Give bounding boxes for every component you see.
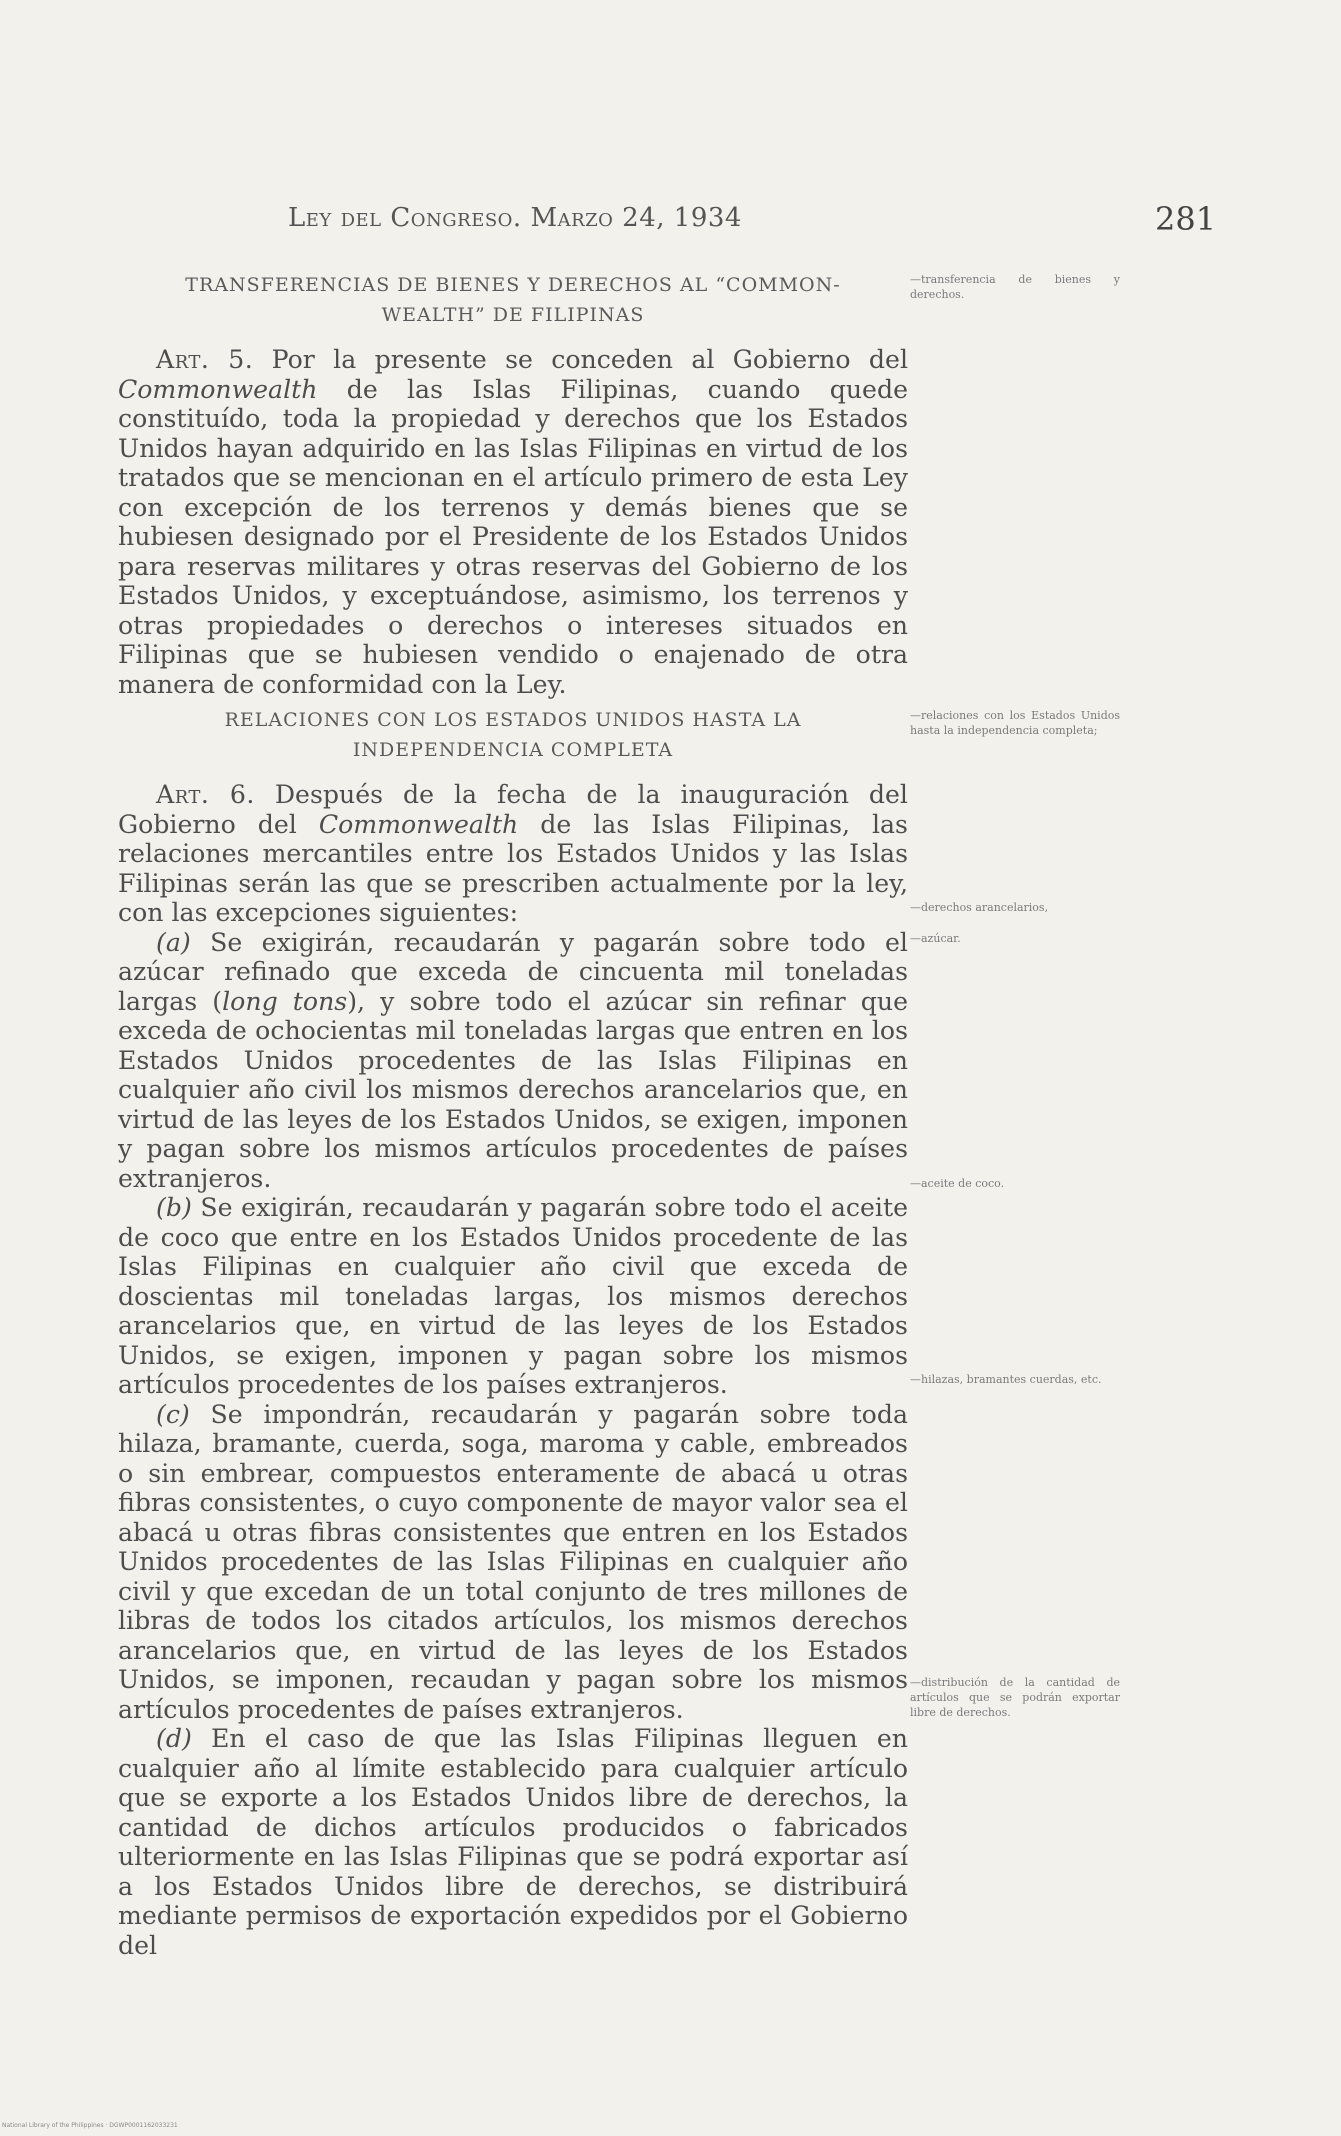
subsection-label: (b) [156, 1193, 192, 1222]
subsection-text: Se impondrán, recaudarán y pagarán sobre toda hilaza, bramante, cuerda, soga, maroma y cable, embreados o sin embrear, compuestos enteramente de abacá u otras fibras consistentes, o cuyo componente de mayor valor sea el abacá u otras fibras consistentes que entren en los Estados Unidos procedentes de las Islas Filipinas en cualquier año civil y que excedan de un total conjunto de tres millones de libras de todos los citados artículos, los mismos derechos arancelarios que, en virtud de las leyes de los Estados Unidos, se imponen, recaudan y pagan sobre los mismos artículos procedentes de países extranjeros. [118, 1399, 908, 1724]
subsection-b [118, 1193, 908, 1400]
article-text: Por la presente se conceden al Gobierno del [253, 345, 908, 374]
article-5 [118, 345, 908, 699]
margin-note: —distribución de la cantidad de artículos que se podrán exportar libre de derechos. [910, 1676, 1120, 1719]
italic-term: long tons [222, 986, 348, 1016]
article-label: Art. 5. [156, 345, 254, 374]
section-heading-relaciones [118, 705, 908, 765]
article-label: Art. 6. [156, 780, 255, 809]
running-head: Ley del Congreso. Marzo 24, 1934 [288, 203, 742, 233]
subsection-a [118, 928, 908, 1194]
article-6 [118, 780, 908, 1960]
subsection-label: (c) [156, 1399, 190, 1429]
subsection-text: En el caso de que las Islas Filipinas lleguen en cualquier año al límite establecido para cualquier artículo que se exporte a los Estados Unidos libre de derechos, la cantidad de dichos artículos producidos o fabricados ulteriormente en las Islas Filipinas que se podrá exportar así a los Estados Unidos libre de derechos, se distribuirá mediante permisos de exportación expedidos por el Gobierno del [118, 1724, 908, 1960]
section-heading-transferencias [118, 270, 908, 330]
subsection-text: Se exigirán, recaudarán y pagarán sobre todo el azúcar refinado que exceda de cincuenta mil toneladas largas ( [118, 927, 908, 1016]
article-text: de las Islas Filipinas, las relaciones mercantiles entre los Estados Unidos y las Islas Filipinas serán las que se prescriben actualmente por la ley, con las excepciones siguientes: [118, 809, 908, 927]
heading-line: RELACIONES CON LOS ESTADOS UNIDOS HASTA LA [224, 709, 802, 731]
article-text: Después de la fecha de la inauguración del Gobierno del [118, 780, 908, 839]
margin-note: —derechos arancelarios, [910, 901, 1049, 914]
footer-source: National Library of the Philippines · DGWP0001162033231 [2, 2122, 178, 2129]
margin-note: —relaciones con los Estados Unidos hasta la independencia completa; [910, 709, 1120, 737]
subsection-label: (d) [156, 1724, 192, 1753]
margin-note: —transferencia de bienes y derechos. [910, 273, 1120, 301]
heading-line: INDEPENDENCIA COMPLETA [352, 739, 674, 761]
italic-term: Commonwealth [118, 374, 318, 404]
subsection-d [118, 1724, 908, 1960]
page-number: 281 [1155, 200, 1217, 238]
article-text: de las Islas Filipinas, cuando quede constituído, toda la propiedad y derechos que los Estados Unidos hayan adquirido en las Islas Filipinas en virtud de los tratados que se mencionan en el artículo primero de esta Ley con excepción de los terrenos y demás bienes que se hubiesen designado por el Presidente de los Estados Unidos para reservas militares y otras reservas del Gobierno de los Estados Unidos, y exceptuándose, asimismo, los terrenos y otras propiedades o derechos o intereses situados en Filipinas que se hubiesen vendido o enajenado de otra manera de conformidad con la Ley. [118, 374, 908, 699]
subsection-label: (a) [156, 927, 191, 957]
subsection-text: Se exigirán, recaudarán y pagarán sobre todo el aceite de coco que entre en los Estados Unidos procedente de las Islas Filipinas en cualquier año civil que exceda de doscientas mil toneladas largas, los mismos derechos arancelarios que, en virtud de las leyes de los Estados Unidos, se exigen, imponen y pagan sobre los mismos artículos procedentes de los países extranjeros. [118, 1193, 908, 1399]
heading-line: TRANSFERENCIAS DE BIENES Y DERECHOS AL “COMMON- [185, 274, 841, 296]
italic-term: Commonwealth [318, 809, 519, 839]
heading-line: WEALTH” DE FILIPINAS [381, 304, 645, 326]
margin-note: —azúcar. [910, 932, 961, 945]
subsection-c [118, 1400, 908, 1725]
margin-note: —aceite de coco. [910, 1177, 1005, 1190]
subsection-text: ), y sobre todo el azúcar sin refinar que exceda de ochocientas mil toneladas largas que entren en los Estados Unidos procedentes de las Islas Filipinas en cualquier año civil los mismos derechos arancelarios que, en virtud de las leyes de los Estados Unidos, se exigen, imponen y pagan sobre los mismos artículos procedentes de países extranjeros. [118, 986, 908, 1193]
margin-note: —hilazas, bramantes cuerdas, etc. [910, 1373, 1102, 1386]
